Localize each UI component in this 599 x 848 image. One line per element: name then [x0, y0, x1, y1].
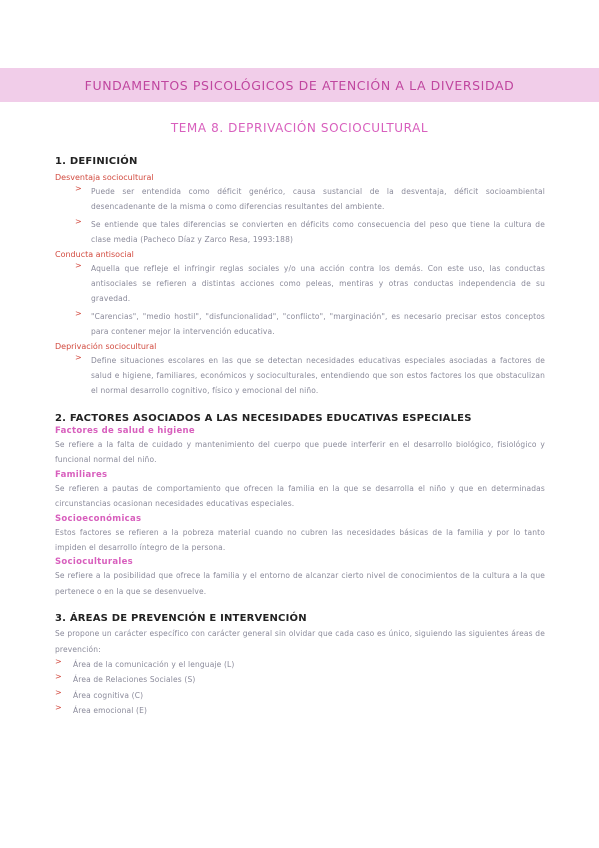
list-item-text: Aquella que refleje el infringir reglas sociales y/o una acción contra los demás. Con este uso, las conductas antisociales se refieren a distintas acciones como peleas, mentiras y otras conductas independencia de su gravedad. — [91, 263, 545, 304]
topic-title: TEMA 8. DEPRIVACIÓN SOCIOCULTURAL — [170, 121, 429, 135]
chevron-right-icon: > — [75, 216, 82, 226]
document-title: FUNDAMENTOS PSICOLÓGICOS DE ATENCIÓN A LA DIVERSIDAD — [84, 77, 515, 93]
list-item-text: Área de la comunicación y el lenguaje (L) — [73, 659, 235, 669]
list-item — [55, 184, 545, 215]
chevron-right-icon: > — [55, 687, 62, 697]
section-heading: 3. ÁREAS DE PREVENCIÓN E INTERVENCIÓN — [55, 613, 307, 625]
list-item — [55, 657, 545, 672]
subheading-deprivacion: Deprivación sociocultural — [55, 341, 157, 351]
list-item — [55, 688, 545, 703]
section-heading: 2. FACTORES ASOCIADOS A LAS NECESIDADES EDUCATIVAS ESPECIALES — [55, 412, 472, 424]
chevron-right-icon: > — [75, 308, 82, 318]
chevron-right-icon: > — [75, 184, 82, 193]
paragraph: Se propone un carácter específico con carácter general sin olvidar que cada caso es único, siguiendo las siguientes áreas de prevención: — [55, 629, 545, 654]
subheading-salud: Factores de salud e higiene — [55, 425, 195, 436]
list-item — [55, 703, 545, 718]
subheading-conducta: Conducta antisocial — [55, 249, 134, 259]
paragraph: Se refieren a pautas de comportamiento que ofrecen la familia en la que se desarrolla el niño y que en determinadas circunstancias ocasionan necesidades educativas especiales. — [55, 483, 545, 509]
list-item-text: Área emocional (E) — [73, 706, 148, 716]
title-banner — [0, 68, 599, 102]
list-item — [55, 672, 545, 687]
chevron-right-icon: > — [55, 672, 62, 682]
list-item-text: Puede ser entendida como déficit genérico, causa sustancial de la desventaja, déficit socioambiental desencadenante de la misma o como diferencias resultantes del ambiente. — [91, 187, 545, 212]
list-item-text: Área de Relaciones Sociales (S) — [73, 675, 196, 685]
chevron-right-icon: > — [75, 352, 82, 362]
list-item-text: "Carencias", "medio hostil", "disfuncionalidad", "conflicto", "marginación", es necesario precisar estos conceptos para contener mejor la intervención educativa. — [91, 311, 545, 337]
section-areas — [55, 613, 545, 718]
document-body — [55, 156, 545, 719]
list-item-text: Define situaciones escolares en las que se detectan necesidades educativas especiales asociadas a factores de salud e higiene, familiares, económicos y socioculturales, entendiendo que son estos factores los que obstaculizan el normal desarrollo cognitivo, físico y emocional del niño. — [91, 355, 545, 396]
list-item-text: Se entiende que tales diferencias se convierten en déficits como consecuencia del peso que tiene la cultura de clase media (Pacheco Díaz y Zarco Resa, 1993:188) — [91, 219, 545, 245]
subheading-socioeconomicas: Socioeconómicas — [55, 513, 142, 524]
subheading-socioculturales: Socioculturales — [55, 557, 134, 568]
list-item — [55, 217, 545, 248]
list-item — [55, 309, 545, 340]
subheading-familiares: Familiares — [55, 469, 108, 480]
paragraph: Se refiere a la falta de cuidado y mantenimiento del cuerpo que puede interferir en el desarrollo biológico, fisiológico y funcional normal del niño. — [55, 439, 545, 465]
list-item — [55, 261, 545, 307]
chevron-right-icon: > — [75, 260, 82, 270]
section-factores — [55, 413, 545, 599]
subheading-desventaja: Desventaja sociocultural — [55, 173, 154, 182]
section-heading: 1. DEFINICIÓN — [55, 156, 138, 167]
list-item-text: Área cognitiva (C) — [73, 690, 144, 700]
paragraph: Se refiere a la posibilidad que ofrece la familia y el entorno de alcanzar cierto nivel de conocimientos de la cultura a la que pertenece o en la que se desenvuelve. — [55, 571, 545, 596]
chevron-right-icon: > — [55, 656, 62, 666]
paragraph: Estos factores se refieren a la pobreza material cuando no cubren las necesidades básicas de la familia y por lo tanto impiden el desarrollo íntegro de la persona. — [55, 527, 545, 552]
list-item — [55, 353, 545, 399]
chevron-right-icon: > — [55, 703, 62, 713]
section-definicion — [55, 156, 545, 399]
